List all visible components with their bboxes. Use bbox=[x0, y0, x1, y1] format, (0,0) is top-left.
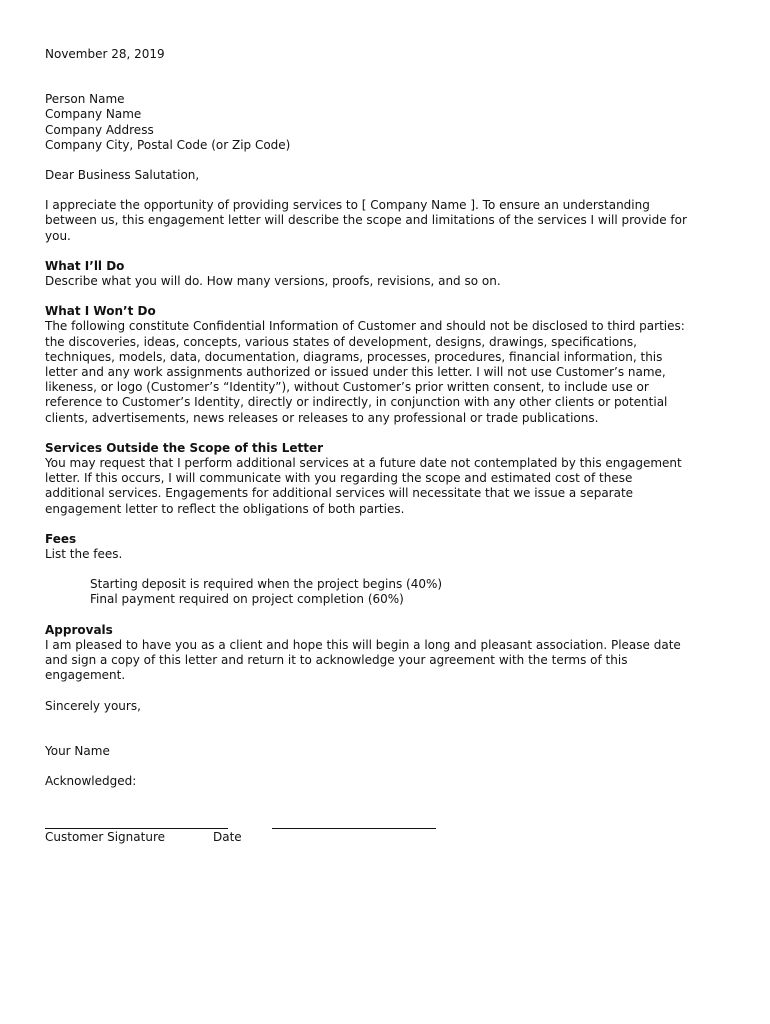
section-line: I am pleased to have you as a client and hope this will begin a long and pleasant association. Please date bbox=[45, 637, 681, 652]
recipient-city: Company City, Postal Code (or Zip Code) bbox=[45, 137, 291, 152]
intro-line: between us, this engagement letter will describe the scope and limitations of the services I will provide for bbox=[45, 213, 687, 228]
section-line: You may request that I perform additional services at a future date not contemplated by this engagement bbox=[45, 456, 682, 471]
recipient-address: Company Address bbox=[45, 122, 154, 137]
section-line: reference to Customer’s Identity, directly or indirectly, in conjunction with any other clients or potential bbox=[45, 395, 668, 410]
recipient-company: Company Name bbox=[45, 107, 142, 122]
customer-signature-line bbox=[45, 828, 228, 829]
section-line: the discoveries, ideas, concepts, various states of development, designs, drawings, specifications, bbox=[45, 334, 637, 349]
closing: Sincerely yours, bbox=[45, 698, 141, 713]
section-heading: Fees bbox=[45, 531, 77, 546]
section-line: likeness, or logo (Customer’s “Identity”), without Customer’s prior written consent, to include use or bbox=[45, 380, 649, 395]
section-line: clients, advertisements, news releases or releases to any professional or trade publications. bbox=[45, 410, 599, 425]
intro-line: you. bbox=[45, 228, 71, 243]
date-label: Date bbox=[213, 830, 242, 844]
section-heading: What I’ll Do bbox=[45, 258, 125, 273]
section-heading: Services Outside the Scope of this Letter bbox=[45, 440, 324, 455]
salutation: Dear Business Salutation, bbox=[45, 168, 200, 183]
customer-signature-label: Customer Signature bbox=[45, 830, 165, 844]
section-line: List the fees. bbox=[45, 547, 123, 562]
date-signature-line bbox=[272, 828, 436, 829]
fee-list bbox=[45, 577, 725, 607]
section-line: letter. If this occurs, I will communicate with you regarding the scope and estimated cost of these bbox=[45, 471, 633, 486]
section-approvals bbox=[45, 623, 725, 684]
section-outside-scope bbox=[45, 441, 725, 517]
recipient-block bbox=[45, 92, 725, 153]
section-line: additional services. Engagements for additional services will necessitate that we issue a separate bbox=[45, 486, 634, 501]
acknowledged-label: Acknowledged: bbox=[45, 773, 137, 788]
section-wont-do bbox=[45, 304, 725, 426]
letter-body bbox=[45, 47, 725, 789]
intro-line: I appreciate the opportunity of providing services to [ Company Name ]. To ensure an understanding bbox=[45, 198, 650, 213]
section-line: techniques, models, data, documentation, diagrams, processes, procedures, financial information, this bbox=[45, 349, 663, 364]
fee-item: Final payment required on project completion (60%) bbox=[90, 592, 404, 607]
your-name: Your Name bbox=[45, 743, 110, 758]
section-line: and sign a copy of this letter and return it to acknowledge your agreement with the terms of this bbox=[45, 653, 628, 668]
letter-date: November 28, 2019 bbox=[45, 47, 165, 61]
section-line: The following constitute Confidential Information of Customer and should not be disclosed to third parties: bbox=[45, 319, 685, 334]
section-heading: Approvals bbox=[45, 622, 113, 637]
section-heading: What I Won’t Do bbox=[45, 304, 156, 319]
section-line: letter and any work assignments authorized or issued under this letter. I will not use Customer’s name, bbox=[45, 365, 666, 380]
signature-row bbox=[45, 812, 465, 852]
section-will-do bbox=[45, 259, 725, 289]
section-line: Describe what you will do. How many versions, proofs, revisions, and so on. bbox=[45, 274, 501, 289]
fee-item: Starting deposit is required when the project begins (40%) bbox=[90, 577, 443, 592]
intro-paragraph bbox=[45, 198, 725, 244]
section-line: engagement. bbox=[45, 668, 126, 683]
section-line: engagement letter to reflect the obligations of both parties. bbox=[45, 501, 405, 516]
recipient-person: Person Name bbox=[45, 92, 125, 107]
section-fees bbox=[45, 532, 725, 562]
